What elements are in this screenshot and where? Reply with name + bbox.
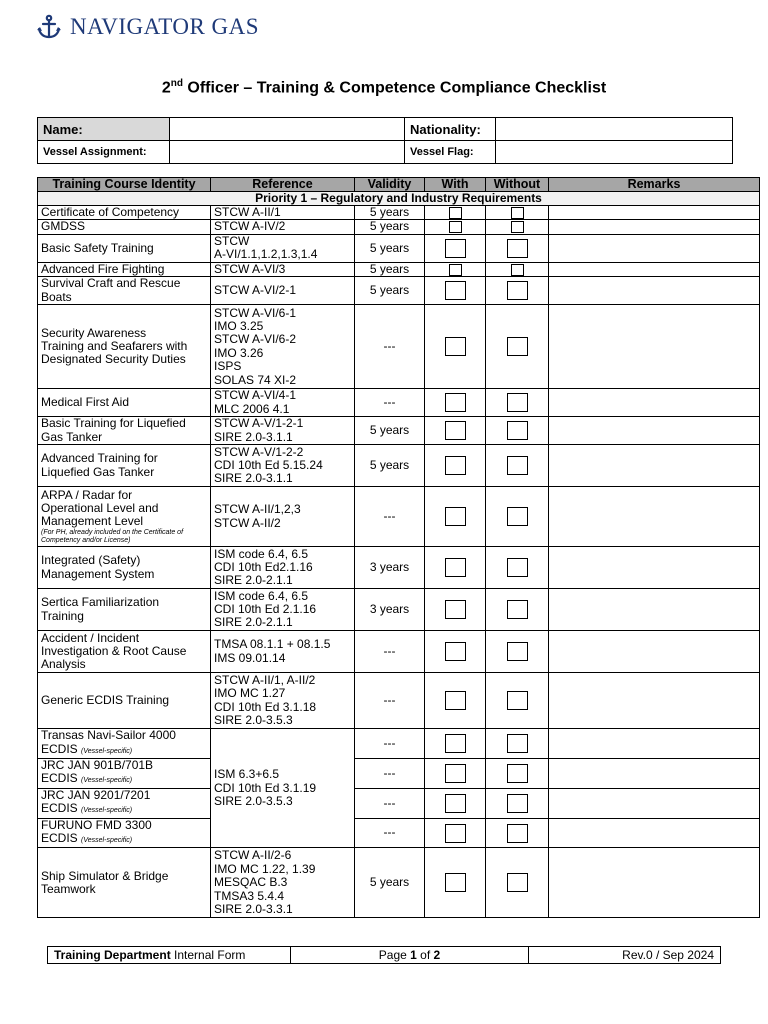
course-name <box>38 589 211 631</box>
vessel-flag-field[interactable] <box>496 141 733 164</box>
with-checkbox[interactable] <box>445 507 466 526</box>
course-name <box>38 417 211 445</box>
line: Security Awareness <box>41 325 147 340</box>
line: CDI 10th Ed 3.1.19 <box>214 780 317 795</box>
line: Survival Craft and Rescue <box>41 276 181 291</box>
line: IMO MC 1.22, 1.39 <box>214 861 316 876</box>
line: JRC JAN 901B/701B <box>41 758 154 773</box>
without-checkbox[interactable] <box>507 393 528 412</box>
without-checkbox[interactable] <box>507 764 528 783</box>
with-checkbox[interactable] <box>445 873 466 892</box>
without-cell <box>486 220 549 234</box>
line: GMDSS <box>41 219 86 234</box>
without-cell <box>486 445 549 487</box>
remarks-field[interactable] <box>549 389 760 417</box>
training-checklist-table <box>37 177 760 918</box>
without-checkbox[interactable] <box>507 873 528 892</box>
table-row <box>38 848 760 918</box>
line: SIRE 2.0-3.5.3 <box>214 713 293 728</box>
line: Basic Training for Liquefied <box>41 416 186 431</box>
without-checkbox[interactable] <box>507 456 528 475</box>
line: Advanced Fire Fighting <box>41 261 165 276</box>
course-name <box>38 547 211 589</box>
validity: 5 years <box>355 234 425 262</box>
without-checkbox[interactable] <box>507 337 528 356</box>
course-name <box>38 262 211 276</box>
validity: 5 years <box>355 445 425 487</box>
with-cell <box>425 445 486 487</box>
line: SIRE 2.0-3.1.1 <box>214 429 293 444</box>
without-checkbox[interactable] <box>507 281 528 300</box>
line: Management System <box>41 566 155 581</box>
with-checkbox[interactable] <box>449 264 462 276</box>
line: STCW A-II/1, A-II/2 <box>214 672 316 687</box>
line: JRC JAN 9201/7201 <box>41 787 151 802</box>
reference <box>211 547 355 589</box>
table-row <box>38 589 760 631</box>
line: SIRE 2.0-2.1.1 <box>214 615 293 630</box>
remarks-field[interactable] <box>549 305 760 389</box>
line: Investigation & Root Cause <box>41 644 187 659</box>
vessel-specific-tag: (Vessel-specific) <box>81 807 133 815</box>
priority-heading: Priority 1 – Regulatory and Industry Requirements <box>38 192 760 206</box>
line: CDI 10th Ed 3.1.18 <box>214 699 317 714</box>
reference <box>211 389 355 417</box>
line: Operational Level and <box>41 501 159 516</box>
form-footer <box>47 946 721 964</box>
remarks-field[interactable] <box>549 417 760 445</box>
without-cell <box>486 277 549 305</box>
line: MLC 2006 4.1 <box>214 401 290 416</box>
line: Transas Navi-Sailor 4000 <box>41 728 176 743</box>
without-checkbox[interactable] <box>507 794 528 813</box>
line: STCW <box>214 233 250 248</box>
with-checkbox[interactable] <box>445 281 466 300</box>
line: STCW A-II/2-6 <box>214 848 292 863</box>
table-row <box>38 220 760 234</box>
with-cell <box>425 487 486 547</box>
table-row <box>38 631 760 673</box>
with-checkbox[interactable] <box>449 221 462 233</box>
course-name <box>38 788 211 818</box>
line: Management Level <box>41 514 144 529</box>
line: Boats <box>41 289 72 304</box>
line: Training <box>41 608 84 623</box>
validity: 5 years <box>355 417 425 445</box>
validity: 5 years <box>355 220 425 234</box>
without-cell <box>486 234 549 262</box>
with-checkbox[interactable] <box>445 691 466 710</box>
with-cell <box>425 234 486 262</box>
line: STCW A-V/1-2-2 <box>214 444 304 459</box>
line-text: ECDIS <box>41 741 78 756</box>
line: MESQAC B.3 <box>214 875 288 890</box>
course-name <box>38 206 211 220</box>
without-cell <box>486 547 549 589</box>
course-name <box>38 445 211 487</box>
page-title: 2nd Officer – Training & Competence Compliance Checklist <box>161 78 607 97</box>
reference <box>211 234 355 262</box>
reference <box>211 277 355 305</box>
with-checkbox[interactable] <box>445 794 466 813</box>
line: A-VI/1.1,1.2,1.3,1.4 <box>214 247 318 262</box>
line: ISM code 6.4, 6.5 <box>214 588 309 603</box>
line: STCW A-IV/2 <box>214 219 286 234</box>
with-cell <box>425 277 486 305</box>
without-cell <box>486 589 549 631</box>
table-row <box>38 673 760 729</box>
remarks-field[interactable] <box>549 262 760 276</box>
without-cell <box>486 848 549 918</box>
reference <box>211 305 355 389</box>
reference <box>211 487 355 547</box>
remarks-field[interactable] <box>549 673 760 729</box>
col-with: With <box>425 178 486 192</box>
line: IMO 3.25 <box>214 318 264 333</box>
table-row <box>38 234 760 262</box>
course-name <box>38 305 211 389</box>
validity: --- <box>355 487 425 547</box>
vessel-assignment-label: Vessel Assignment: <box>38 141 170 164</box>
with-checkbox[interactable] <box>445 239 466 258</box>
with-cell <box>425 631 486 673</box>
remarks-field[interactable] <box>549 487 760 547</box>
remarks-field[interactable] <box>549 848 760 918</box>
remarks-field[interactable] <box>549 277 760 305</box>
line: STCW A-II/2 <box>214 515 281 530</box>
remarks-field[interactable] <box>549 206 760 220</box>
line: Ship Simulator & Bridge <box>41 868 169 883</box>
line: Basic Safety Training <box>41 240 154 255</box>
line <box>41 772 210 787</box>
table-row <box>38 262 760 276</box>
without-cell <box>486 788 549 818</box>
without-cell <box>486 487 549 547</box>
line: Designated Security Duties <box>41 352 186 367</box>
line: Medical First Aid <box>41 395 130 410</box>
with-cell <box>425 262 486 276</box>
table-row <box>38 206 760 220</box>
reference <box>211 589 355 631</box>
without-checkbox[interactable] <box>507 558 528 577</box>
reference <box>211 262 355 276</box>
line: CDI 10th Ed2.1.16 <box>214 560 313 575</box>
remarks-field[interactable] <box>549 220 760 234</box>
line: CDI 10th Ed 5.15.24 <box>214 458 323 473</box>
with-checkbox[interactable] <box>449 207 462 219</box>
course-note: (For PH, already included on the Certificate of Competency and/or License) <box>41 528 184 544</box>
table-row <box>38 759 760 789</box>
name-field[interactable] <box>170 118 405 141</box>
line: STCW A-V/1-2-1 <box>214 416 304 431</box>
table-row <box>38 788 760 818</box>
with-checkbox[interactable] <box>445 600 466 619</box>
without-cell <box>486 729 549 759</box>
with-cell <box>425 417 486 445</box>
with-checkbox[interactable] <box>445 337 466 356</box>
line: ISM code 6.4, 6.5 <box>214 546 309 561</box>
validity: --- <box>355 788 425 818</box>
line: IMO 3.26 <box>214 345 264 360</box>
table-row <box>38 547 760 589</box>
validity: 5 years <box>355 848 425 918</box>
with-cell <box>425 729 486 759</box>
course-name <box>38 234 211 262</box>
course-name <box>38 277 211 305</box>
line: Generic ECDIS Training <box>41 693 170 708</box>
with-cell <box>425 848 486 918</box>
vessel-flag-label: Vessel Flag: <box>405 141 496 164</box>
without-cell <box>486 206 549 220</box>
with-cell <box>425 818 486 848</box>
with-checkbox[interactable] <box>445 734 466 753</box>
reference <box>211 206 355 220</box>
line: STCW A-VI/4-1 <box>214 388 297 403</box>
validity: --- <box>355 818 425 848</box>
validity: --- <box>355 305 425 389</box>
line: SIRE 2.0-3.3.1 <box>214 902 293 917</box>
line <box>41 743 210 758</box>
validity: --- <box>355 389 425 417</box>
with-cell <box>425 589 486 631</box>
with-cell <box>425 305 486 389</box>
name-label: Name: <box>38 118 170 141</box>
with-checkbox[interactable] <box>445 764 466 783</box>
course-name <box>38 818 211 848</box>
col-validity: Validity <box>355 178 425 192</box>
without-cell <box>486 818 549 848</box>
remarks-field[interactable] <box>549 631 760 673</box>
line: SOLAS 74 XI-2 <box>214 372 297 387</box>
without-cell <box>486 759 549 789</box>
table-row <box>38 729 760 759</box>
with-cell <box>425 206 486 220</box>
brand-name: NAVIGATOR GAS <box>70 14 260 39</box>
with-checkbox[interactable] <box>445 642 466 661</box>
without-cell <box>486 631 549 673</box>
line: FURUNO FMD 3300 <box>41 817 152 832</box>
vessel-specific-tag: (Vessel-specific) <box>81 747 133 755</box>
line: STCW A-II/1 <box>214 205 281 219</box>
line <box>41 832 210 847</box>
without-cell <box>486 389 549 417</box>
validity: --- <box>355 631 425 673</box>
line: ISPS <box>214 359 242 374</box>
line: STCW A-VI/2-1 <box>214 283 297 298</box>
table-row <box>38 277 760 305</box>
footer-revision: Rev.0 / Sep 2024 <box>529 947 721 964</box>
with-cell <box>425 389 486 417</box>
line: STCW A-VI/6-1 <box>214 305 297 320</box>
course-name <box>38 848 211 918</box>
line: ISM 6.3+6.5 <box>214 767 280 782</box>
table-row <box>38 417 760 445</box>
line: Gas Tanker <box>41 429 103 444</box>
remarks-field[interactable] <box>549 234 760 262</box>
without-checkbox[interactable] <box>511 221 524 233</box>
table-row <box>38 818 760 848</box>
vessel-assignment-field[interactable] <box>170 141 405 164</box>
col-course: Training Course Identity <box>38 178 211 192</box>
validity: --- <box>355 673 425 729</box>
course-name <box>38 729 211 759</box>
line: Sertica Familiarization <box>41 595 160 610</box>
line: Integrated (Safety) <box>41 553 141 568</box>
without-cell <box>486 417 549 445</box>
line: TMSA3 5.4.4 <box>214 888 285 903</box>
personal-info-table <box>37 117 733 164</box>
line: IMO MC 1.27 <box>214 686 286 701</box>
without-checkbox[interactable] <box>511 264 524 276</box>
col-reference: Reference <box>211 178 355 192</box>
line: Teamwork <box>41 881 96 896</box>
vessel-specific-tag: (Vessel-specific) <box>81 837 133 845</box>
with-cell <box>425 788 486 818</box>
line <box>41 802 210 817</box>
line: Accident / Incident <box>41 630 140 645</box>
with-checkbox[interactable] <box>445 558 466 577</box>
line: Analysis <box>41 657 86 672</box>
without-checkbox[interactable] <box>511 207 524 219</box>
table-row <box>38 445 760 487</box>
reference <box>211 848 355 918</box>
footer-page: Page 1 of 2 <box>291 947 529 964</box>
line: SIRE 2.0-2.1.1 <box>214 573 293 588</box>
with-checkbox[interactable] <box>445 393 466 412</box>
reference <box>211 631 355 673</box>
remarks-field[interactable] <box>549 589 760 631</box>
course-name <box>38 487 211 547</box>
nationality-field[interactable] <box>496 118 733 141</box>
line: Certificate of Competency <box>41 205 180 219</box>
remarks-field[interactable] <box>549 788 760 818</box>
course-name <box>38 220 211 234</box>
line: SIRE 2.0-3.5.3 <box>214 794 293 809</box>
line: STCW A-II/1,2,3 <box>214 502 301 517</box>
reference <box>211 445 355 487</box>
with-checkbox[interactable] <box>445 456 466 475</box>
without-checkbox[interactable] <box>507 691 528 710</box>
validity: 3 years <box>355 547 425 589</box>
validity: 3 years <box>355 589 425 631</box>
validity: 5 years <box>355 262 425 276</box>
table-row <box>38 305 760 389</box>
remarks-field[interactable] <box>549 729 760 759</box>
line: CDI 10th Ed 2.1.16 <box>214 602 317 617</box>
remarks-field[interactable] <box>549 759 760 789</box>
line: Liquefied Gas Tanker <box>41 464 155 479</box>
validity: --- <box>355 759 425 789</box>
with-checkbox[interactable] <box>445 421 466 440</box>
with-checkbox[interactable] <box>445 824 466 843</box>
without-checkbox[interactable] <box>507 734 528 753</box>
footer-department: Training Department Internal Form <box>48 947 291 964</box>
validity: --- <box>355 729 425 759</box>
remarks-field[interactable] <box>549 818 760 848</box>
line: Training and Seafarers with <box>41 339 188 354</box>
table-row <box>38 487 760 547</box>
company-logo <box>36 12 259 42</box>
vessel-specific-tag: (Vessel-specific) <box>81 777 133 785</box>
without-checkbox[interactable] <box>507 507 528 526</box>
line: TMSA 08.1.1 + 08.1.5 <box>214 637 331 652</box>
remarks-field[interactable] <box>549 547 760 589</box>
course-name <box>38 673 211 729</box>
reference <box>211 417 355 445</box>
course-name <box>38 759 211 789</box>
reference <box>211 673 355 729</box>
line: ARPA / Radar for <box>41 487 133 502</box>
table-row <box>38 389 760 417</box>
reference <box>211 220 355 234</box>
course-name <box>38 389 211 417</box>
without-checkbox[interactable] <box>507 421 528 440</box>
col-without: Without <box>486 178 549 192</box>
line: IMS 09.01.14 <box>214 650 286 665</box>
line: STCW A-VI/3 <box>214 261 286 276</box>
with-cell <box>425 547 486 589</box>
course-name <box>38 631 211 673</box>
line-text: ECDIS <box>41 831 78 846</box>
without-checkbox[interactable] <box>507 642 528 661</box>
with-cell <box>425 673 486 729</box>
nationality-label: Nationality: <box>405 118 496 141</box>
line: Advanced Training for <box>41 451 158 466</box>
with-cell <box>425 220 486 234</box>
without-cell <box>486 305 549 389</box>
validity: 5 years <box>355 206 425 220</box>
without-checkbox[interactable] <box>507 239 528 258</box>
line: SIRE 2.0-3.1.1 <box>214 471 293 486</box>
line-text: ECDIS <box>41 771 78 786</box>
col-remarks: Remarks <box>549 178 760 192</box>
shared-reference <box>211 729 355 848</box>
line-text: ECDIS <box>41 801 78 816</box>
with-cell <box>425 759 486 789</box>
without-cell <box>486 262 549 276</box>
validity: 5 years <box>355 277 425 305</box>
remarks-field[interactable] <box>549 445 760 487</box>
line: STCW A-VI/6-2 <box>214 332 297 347</box>
without-checkbox[interactable] <box>507 600 528 619</box>
without-checkbox[interactable] <box>507 824 528 843</box>
anchor-icon <box>36 14 62 40</box>
without-cell <box>486 673 549 729</box>
